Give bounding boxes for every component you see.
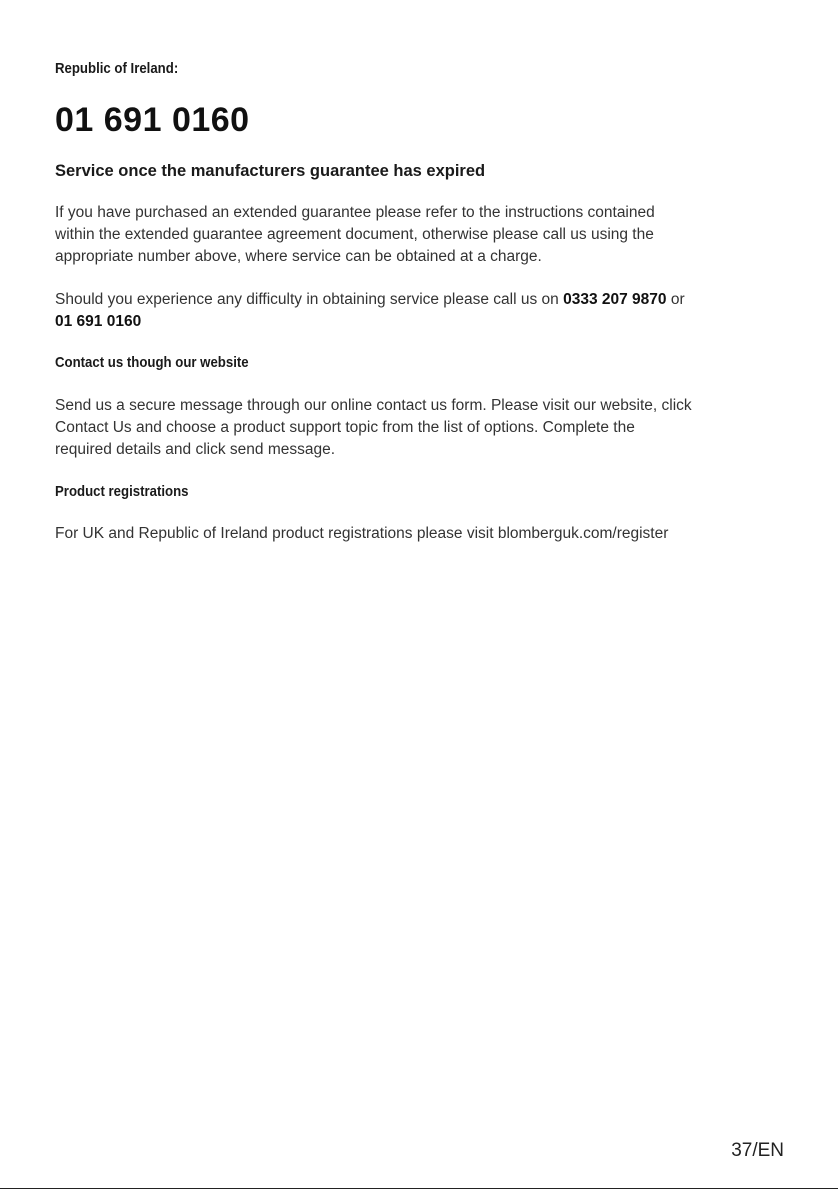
paragraph-line: within the extended guarantee agreement document, otherwise please call us using the <box>55 226 654 243</box>
roi-phone-number: 01 691 0160 <box>55 101 250 139</box>
roi-phone-inline: 01 691 0160 <box>55 313 142 330</box>
paragraph-line: required details and click send message. <box>55 441 336 458</box>
service-difficulty-paragraph <box>55 289 795 333</box>
paragraph-line: Send us a secure message through our online contact us form. Please visit our website, click <box>55 397 692 414</box>
contact-website-label: Contact us though our website <box>55 354 249 371</box>
roi-label: Republic of Ireland: <box>55 60 179 77</box>
extended-guarantee-paragraph <box>55 202 795 268</box>
uk-phone-number: 0333 207 9870 <box>563 291 667 308</box>
difficulty-text: Should you experience any difficulty in obtaining service please call us on <box>55 291 564 308</box>
contact-website-paragraph <box>55 395 795 461</box>
bottom-divider <box>0 1188 838 1189</box>
product-registrations-label: Product registrations <box>55 483 189 500</box>
connector-text: or <box>666 291 685 308</box>
paragraph-line: Contact Us and choose a product support topic from the list of options. Complete the <box>55 419 635 436</box>
paragraph-line: If you have purchased an extended guarantee please refer to the instructions contained <box>55 204 655 221</box>
paragraph-line: appropriate number above, where service can be obtained at a charge. <box>55 248 542 265</box>
paragraph-line <box>55 289 795 311</box>
paragraph-line <box>55 311 795 333</box>
expired-guarantee-heading: Service once the manufacturers guarantee has expired <box>55 162 486 180</box>
page-number: 37/EN <box>731 1140 784 1161</box>
product-registrations-paragraph <box>55 523 795 545</box>
paragraph-line: For UK and Republic of Ireland product registrations please visit blomberguk.com/register <box>55 525 669 542</box>
